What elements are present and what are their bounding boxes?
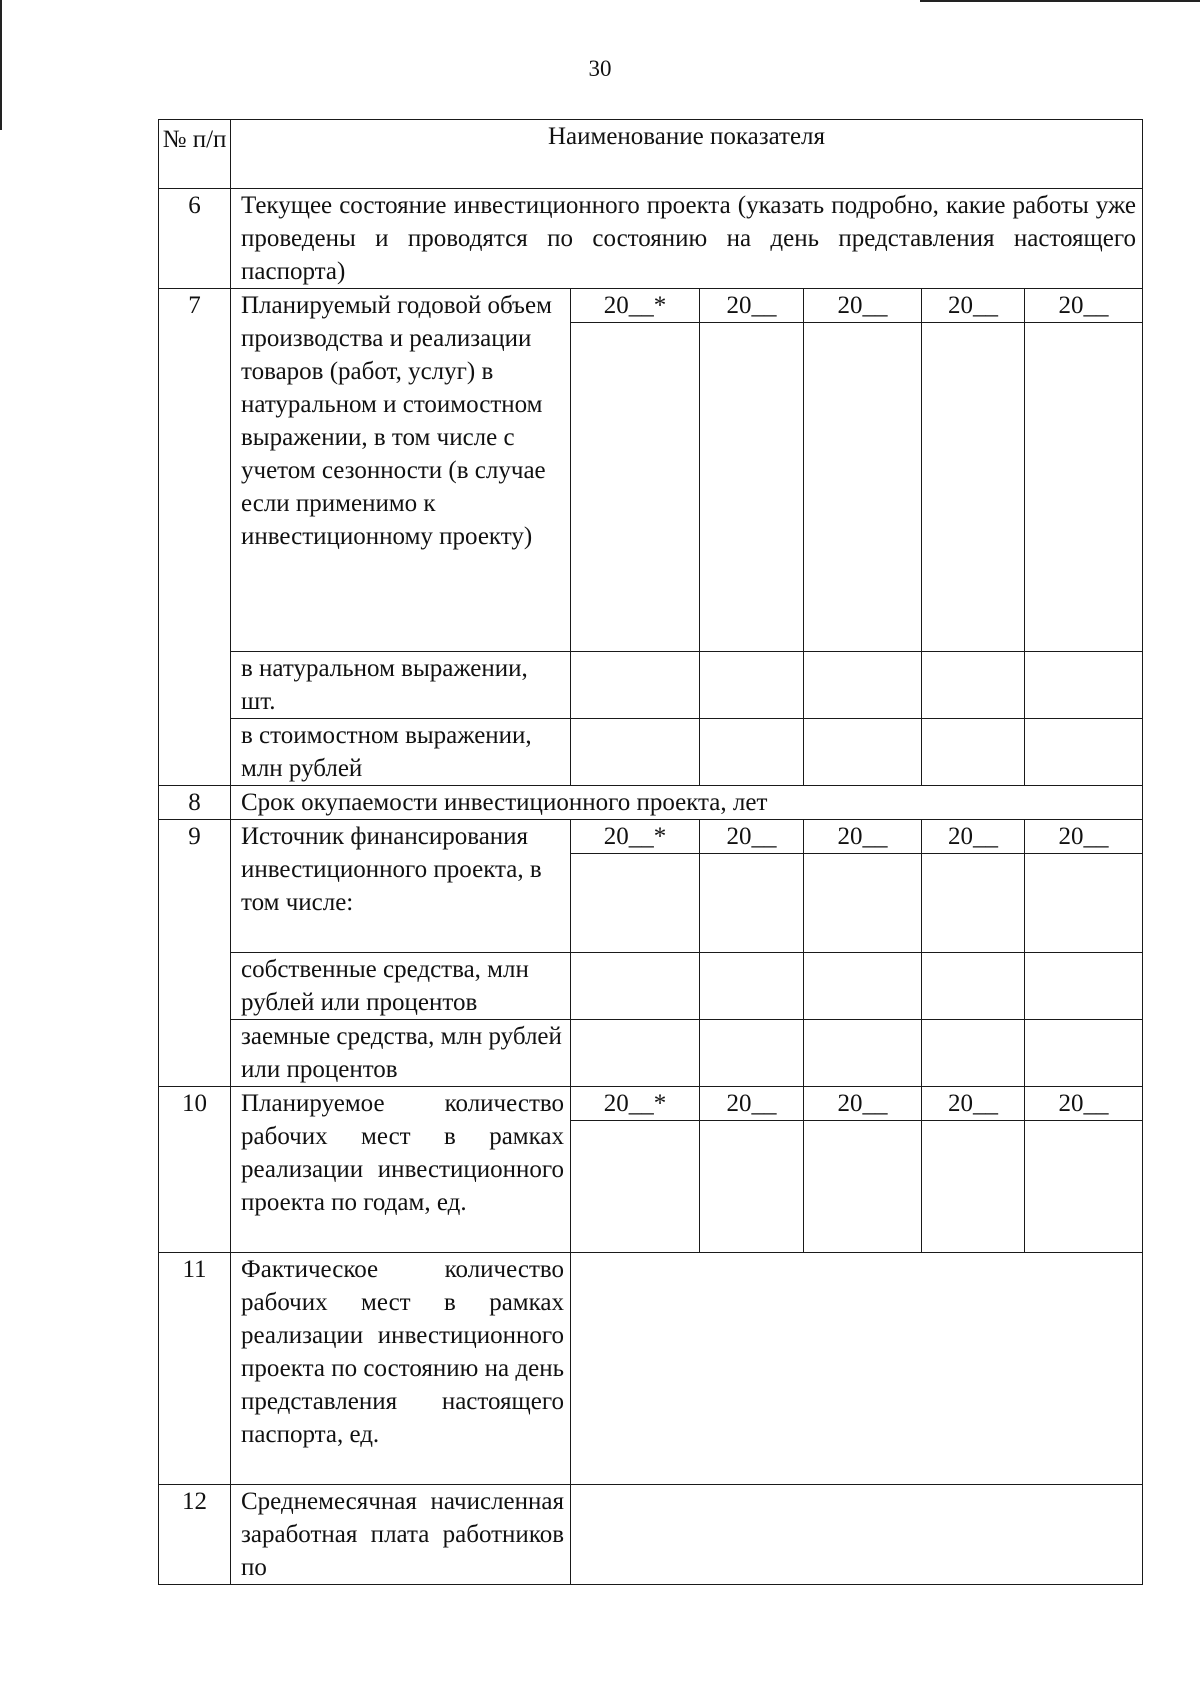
- row11-num: 11: [159, 1253, 231, 1485]
- row10-value-5[interactable]: [1025, 1121, 1143, 1253]
- row7-num: 7: [159, 289, 231, 786]
- row9-label: Источник финансирования инвестиционного проекта, в том числе:: [231, 820, 571, 953]
- row9-value-1[interactable]: [571, 854, 700, 953]
- row7-sub-cost: в стоимостном выражении, млн рублей: [231, 719, 571, 786]
- header-num-cell: № п/п: [159, 120, 231, 189]
- row7-natural-4[interactable]: [922, 652, 1025, 719]
- row7-year-1: 20__*: [571, 289, 700, 323]
- row7-cost-4[interactable]: [922, 719, 1025, 786]
- row10-value-3[interactable]: [804, 1121, 922, 1253]
- table-row-9-years: [159, 820, 1143, 854]
- header-title-cell: Наименование показателя: [231, 120, 1143, 189]
- table-row-8: [159, 786, 1143, 820]
- table-row-7-natural: [159, 652, 1143, 719]
- row10-year-4: 20__: [922, 1087, 1025, 1121]
- row9-own-2[interactable]: [700, 953, 804, 1020]
- investment-passport-table: [158, 119, 1143, 1585]
- row7-year-4: 20__: [922, 289, 1025, 323]
- scan-edge-top: [920, 0, 1200, 2]
- row10-year-2: 20__: [700, 1087, 804, 1121]
- row7-value-3[interactable]: [804, 323, 922, 652]
- row9-sub-own: собственные средства, млн рублей или процентов: [231, 953, 571, 1020]
- row9-own-4[interactable]: [922, 953, 1025, 1020]
- row10-num: 10: [159, 1087, 231, 1253]
- row11-label: Фактическое количество рабочих мест в рамках реализации инвестиционного проекта по состоянию на день представления настоящего паспорта, ед.: [231, 1253, 571, 1485]
- row10-value-1[interactable]: [571, 1121, 700, 1253]
- row9-value-3[interactable]: [804, 854, 922, 953]
- table-row-11: [159, 1253, 1143, 1485]
- row7-year-2: 20__: [700, 289, 804, 323]
- row9-year-2: 20__: [700, 820, 804, 854]
- page-number: 30: [588, 56, 612, 81]
- row10-label: Планируемое количество рабочих мест в рамках реализации инвестиционного проекта по годам, ед.: [231, 1087, 571, 1253]
- row9-borrowed-2[interactable]: [700, 1020, 804, 1087]
- row7-sub-natural: в натуральном выражении, шт.: [231, 652, 571, 719]
- table-row-9-own: [159, 953, 1143, 1020]
- row9-own-1[interactable]: [571, 953, 700, 1020]
- row9-year-4: 20__: [922, 820, 1025, 854]
- row9-own-3[interactable]: [804, 953, 922, 1020]
- table-row-10-years: [159, 1087, 1143, 1121]
- row7-natural-1[interactable]: [571, 652, 700, 719]
- row7-natural-2[interactable]: [700, 652, 804, 719]
- row7-cost-1[interactable]: [571, 719, 700, 786]
- row10-year-5: 20__: [1025, 1087, 1143, 1121]
- row7-cost-3[interactable]: [804, 719, 922, 786]
- row7-year-3: 20__: [804, 289, 922, 323]
- row7-label: Планируемый годовой объем производства и реализации товаров (работ, услуг) в натуральном и стоимостном выражении, в том числе с учетом сезонности (в случае если применимо к инвестиционному проекту): [231, 289, 571, 652]
- row6-num: 6: [159, 189, 231, 289]
- row7-cost-2[interactable]: [700, 719, 804, 786]
- row7-value-4[interactable]: [922, 323, 1025, 652]
- row9-borrowed-3[interactable]: [804, 1020, 922, 1087]
- row9-borrowed-5[interactable]: [1025, 1020, 1143, 1087]
- row9-value-5[interactable]: [1025, 854, 1143, 953]
- row7-cost-5[interactable]: [1025, 719, 1143, 786]
- row6-text: Текущее состояние инвестиционного проекта (указать подробно, какие работы уже проведены и проводятся по состоянию на день представления настоящего паспорта): [231, 189, 1143, 289]
- row8-text: Срок окупаемости инвестиционного проекта, лет: [231, 786, 1143, 820]
- table-row-9-borrowed: [159, 1020, 1143, 1087]
- row9-value-2[interactable]: [700, 854, 804, 953]
- row9-borrowed-1[interactable]: [571, 1020, 700, 1087]
- row9-sub-borrowed: заемные средства, млн рублей или процентов: [231, 1020, 571, 1087]
- table-row-6: [159, 189, 1143, 289]
- table-header-row: [159, 120, 1143, 189]
- row12-num: 12: [159, 1485, 231, 1585]
- row10-year-1: 20__*: [571, 1087, 700, 1121]
- row10-value-4[interactable]: [922, 1121, 1025, 1253]
- row9-year-1: 20__*: [571, 820, 700, 854]
- row7-year-5: 20__: [1025, 289, 1143, 323]
- row9-year-5: 20__: [1025, 820, 1143, 854]
- row7-value-1[interactable]: [571, 323, 700, 652]
- row12-value[interactable]: [571, 1485, 1143, 1585]
- table-row-7-cost: [159, 719, 1143, 786]
- row7-natural-3[interactable]: [804, 652, 922, 719]
- row9-value-4[interactable]: [922, 854, 1025, 953]
- table-row-7-years: [159, 289, 1143, 323]
- row9-borrowed-4[interactable]: [922, 1020, 1025, 1087]
- row10-value-2[interactable]: [700, 1121, 804, 1253]
- row12-label: Среднемесячная начисленная заработная плата работников по: [231, 1485, 571, 1585]
- row9-year-3: 20__: [804, 820, 922, 854]
- row10-year-3: 20__: [804, 1087, 922, 1121]
- row7-value-5[interactable]: [1025, 323, 1143, 652]
- row7-value-2[interactable]: [700, 323, 804, 652]
- row9-own-5[interactable]: [1025, 953, 1143, 1020]
- table-row-12: [159, 1485, 1143, 1585]
- row11-value[interactable]: [571, 1253, 1143, 1485]
- row9-num: 9: [159, 820, 231, 1087]
- row8-num: 8: [159, 786, 231, 820]
- row7-natural-5[interactable]: [1025, 652, 1143, 719]
